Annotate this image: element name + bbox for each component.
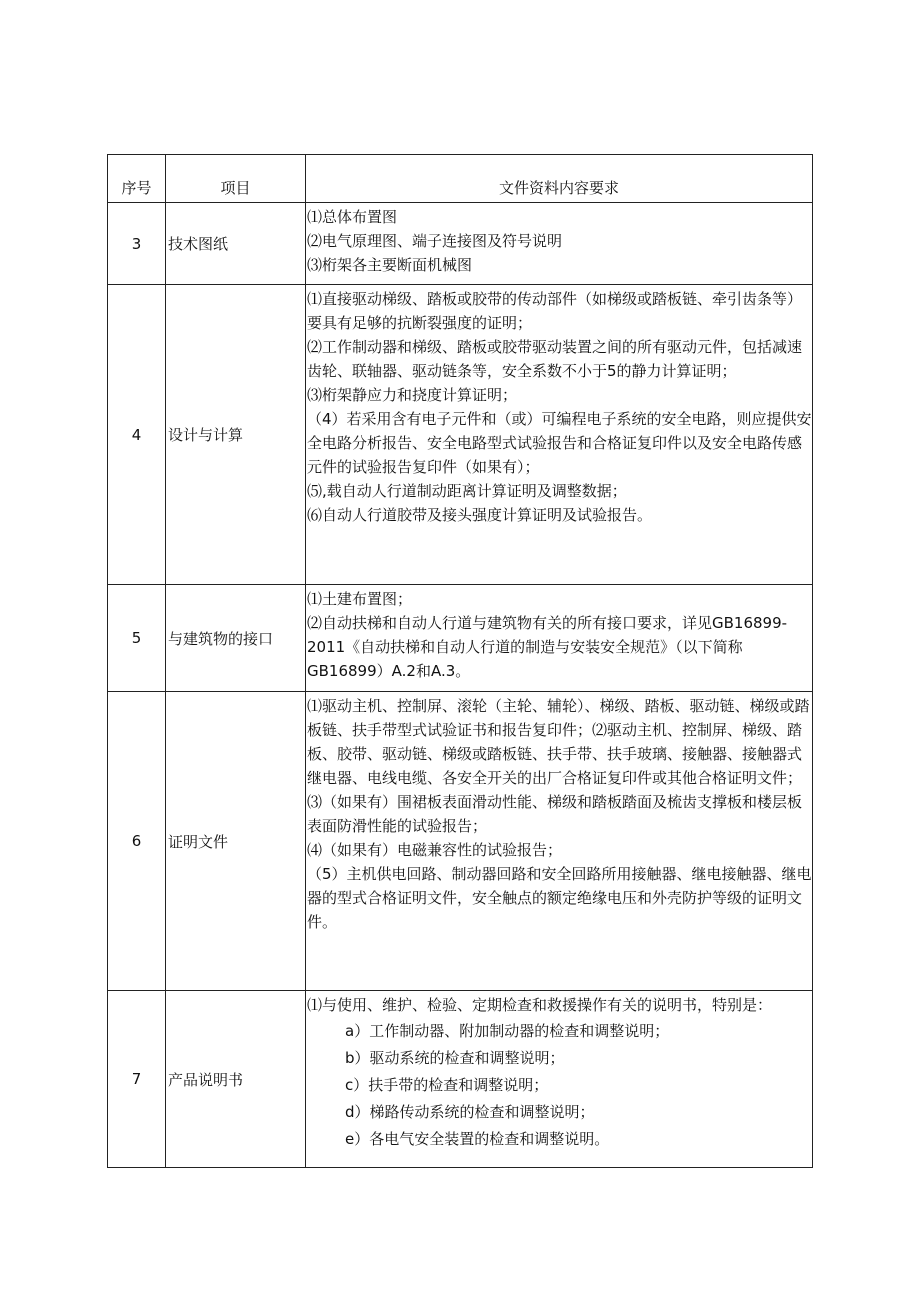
row-content	[306, 991, 813, 1168]
row-item: 与建筑物的接口	[166, 585, 306, 692]
sub-item-c: c）扶手带的检查和调整说明；	[345, 1076, 549, 1094]
row-content	[306, 692, 813, 991]
content-line: ⑸,载自动人行道制动距离计算证明及调整数据；	[307, 482, 627, 500]
sub-item-b: b）驱动系统的检查和调整说明；	[345, 1049, 565, 1067]
header-item: 项目	[166, 155, 306, 203]
row-number: 7	[108, 991, 166, 1168]
content-line: ⑶桁架静应力和挠度计算证明；	[307, 386, 518, 404]
row-item: 产品说明书	[166, 991, 306, 1168]
table-row	[108, 585, 813, 692]
row-number: 6	[108, 692, 166, 991]
sub-item-a: a）工作制动器、附加制动器的检查和调整说明；	[345, 1022, 670, 1040]
row-number: 4	[108, 285, 166, 585]
table-header-row	[108, 155, 813, 203]
row-content	[306, 585, 813, 692]
header-requirements: 文件资料内容要求	[306, 155, 813, 203]
content-line: （4）若采用含有电子元件和（或）可编程电子系统的安全电路，则应提供安全电路分析报告、安全电路型式试验报告和合格证复印件以及安全电路传感元件的试验报告复印件（如果有）；	[307, 410, 812, 476]
content-line: ⑵工作制动器和梯级、踏板或胶带驱动装置之间的所有驱动元件，包括减速齿轮、联轴器、驱动链条等，安全系数不小于5的静力计算证明；	[307, 338, 803, 380]
content-line: ⑹自动人行道胶带及接头强度计算证明及试验报告。	[307, 506, 653, 524]
row-content	[306, 285, 813, 585]
sub-item-e: e）各电气安全装置的检查和调整说明。	[345, 1130, 610, 1148]
header-no: 序号	[108, 155, 166, 203]
table-row	[108, 692, 813, 991]
content-line: ⑴直接驱动梯级、踏板或胶带的传动部件（如梯级或踏板链、牵引齿条等）要具有足够的抗断裂强度的证明；	[307, 290, 803, 332]
row-number: 3	[108, 203, 166, 285]
content-line: ⑷（如果有）电磁兼容性的试验报告；	[307, 841, 563, 859]
content-line: ⑶桁架各主要断面机械图	[307, 256, 473, 274]
row-item: 技术图纸	[166, 203, 306, 285]
content-line: ⑴与使用、维护、检验、定期检查和救援操作有关的说明书，特别是：	[307, 996, 773, 1014]
content-line: ⑴土建布置图；	[307, 590, 413, 608]
content-line: ⑶（如果有）围裙板表面滑动性能、梯级和踏板踏面及梳齿支撑板和楼层板表面防滑性能的试验报告；	[307, 793, 803, 835]
content-line: （5）主机供电回路、制动器回路和安全回路所用接触器、继电接触器、继电器的型式合格证明文件，安全触点的额定绝缘电压和外壳防护等级的证明文件。	[307, 865, 812, 931]
content-line: ⑵自动扶梯和自动人行道与建筑物有关的所有接口要求，详见GB16899-2011《自动扶梯和自动人行道的制造与安装安全规范》（以下简称GB16899）A.2和A.3。	[307, 614, 788, 680]
requirements-table	[107, 154, 813, 1168]
table-row	[108, 203, 813, 285]
table-row	[108, 991, 813, 1168]
sub-item-d: d）梯路传动系统的检查和调整说明；	[345, 1103, 595, 1121]
content-line: ⑵电气原理图、端子连接图及符号说明	[307, 232, 563, 250]
row-item: 设计与计算	[166, 285, 306, 585]
row-item: 证明文件	[166, 692, 306, 991]
row-number: 5	[108, 585, 166, 692]
content-line: ⑴驱动主机、控制屏、滚轮（主轮、辅轮）、梯级、踏板、驱动链、梯级或踏板链、扶手带型式试验证书和报告复印件；⑵驱动主机、控制屏、梯级、踏板、胶带、驱动链、梯级或踏板链、扶手带、扶手玻璃、接触器、接触器式继电器、电线电缆、各安全开关的出厂合格证复印件或其他合格证明文件；	[307, 697, 810, 787]
row-content	[306, 203, 813, 285]
content-line: ⑴总体布置图	[307, 208, 398, 226]
table-row	[108, 285, 813, 585]
